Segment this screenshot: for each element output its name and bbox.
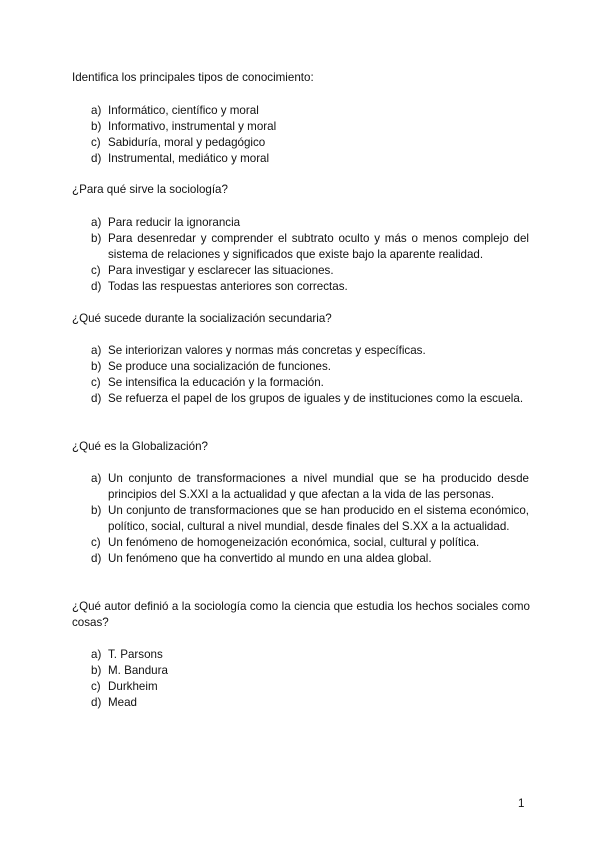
option-4c: c) Un fenómeno de homogeneización económica, social, cultural y política.: [91, 536, 480, 549]
option-3d: d) Se refuerza el papel de los grupos de iguales y de instituciones como la escuela.: [91, 392, 524, 405]
question-5-options: [91, 647, 529, 711]
question-1-options: [91, 103, 529, 167]
option-5b: b) M. Bandura: [91, 664, 168, 677]
option-4b: b) Un conjunto de transformaciones que se han producido en el sistema económico, político, social, cultural a nivel mundial, desde finales del S.XX a la actualidad.: [91, 504, 529, 533]
question-2-options: [91, 215, 529, 295]
option-2d: d) Todas las respuestas anteriores son correctas.: [91, 280, 348, 293]
page-number: 1: [518, 797, 525, 810]
question-4: ¿Qué es la Globalización?: [72, 440, 208, 453]
option-1d: d) Instrumental, mediático y moral: [91, 152, 270, 165]
option-1a: a) Informático, científico y moral: [91, 104, 259, 117]
option-1c: c) Sabiduría, moral y pedagógico: [91, 136, 266, 149]
option-2c: c) Para investigar y esclarecer las situaciones.: [91, 264, 334, 277]
option-5c: c) Durkheim: [91, 680, 158, 693]
option-2a: a) Para reducir la ignorancia: [91, 216, 241, 229]
question-5: ¿Qué autor definió a la sociología como la ciencia que estudia los hechos sociales como cosas?: [72, 600, 530, 629]
option-1b: b) Informativo, instrumental y moral: [91, 120, 277, 133]
option-3c: c) Se intensifica la educación y la formación.: [91, 376, 324, 389]
option-5d: d) Mead: [91, 696, 138, 709]
question-4-options: [91, 471, 529, 567]
option-3b: b) Se produce una socialización de funciones.: [91, 360, 332, 373]
question-3-options: [91, 343, 529, 407]
question-1: Identifica los principales tipos de conocimiento:: [72, 71, 314, 84]
option-3a: a) Se interiorizan valores y normas más concretas y específicas.: [91, 344, 426, 357]
option-4d: d) Un fenómeno que ha convertido al mundo en una aldea global.: [91, 552, 432, 565]
question-3: ¿Qué sucede durante la socialización secundaria?: [72, 312, 332, 325]
option-5a: a) T. Parsons: [91, 648, 163, 661]
question-2: ¿Para qué sirve la sociología?: [72, 183, 228, 196]
option-4a: a) Un conjunto de transformaciones a nivel mundial que se ha producido desde principios del S.XXI a la actualidad y que afectan a la vida de las personas.: [91, 472, 529, 501]
option-2b: b) Para desenredar y comprender el subtrato oculto y más o menos complejo del sistema de relaciones y significados que existe bajo la aparente realidad.: [91, 232, 529, 261]
